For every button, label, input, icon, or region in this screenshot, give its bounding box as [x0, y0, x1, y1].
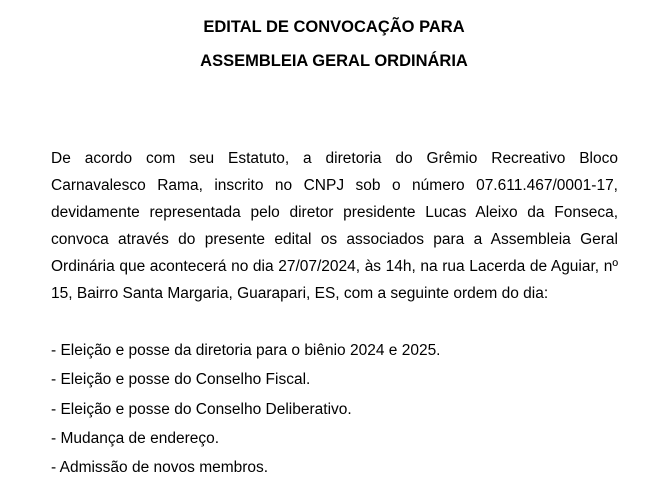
document-title-line-2: ASSEMBLEIA GERAL ORDINÁRIA — [200, 52, 468, 70]
document-title-line-1: EDITAL DE CONVOCAÇÃO PARA — [203, 18, 465, 36]
agenda-list — [51, 336, 441, 482]
agenda-item: - Eleição e posse do Conselho Deliberativo. — [51, 400, 352, 418]
agenda-item: - Mudança de endereço. — [51, 429, 220, 447]
agenda-item: - Eleição e posse do Conselho Fiscal. — [51, 371, 311, 389]
agenda-item: - Eleição e posse da diretoria para o biênio 2024 e 2025. — [51, 342, 441, 359]
agenda-item: - Admissão de novos membros. — [51, 459, 269, 477]
convocation-paragraph: De acordo com seu Estatuto, a diretoria do Grêmio Recreativo Bloco Carnavalesco Rama, inscrito no CNPJ sob o número 07.611.467/0001-17, devidamente representada pelo diretor presidente Lucas Aleixo da Fonseca, convoca através do presente edital os associados para a Assembleia Geral Ordinária que acontecerá no dia 27/07/2024, às 14h, na rua Lacerda de Aguiar, nº 15, Bairro Santa Margaria, Guarapari, ES, com a seguinte ordem do dia: — [51, 150, 618, 302]
